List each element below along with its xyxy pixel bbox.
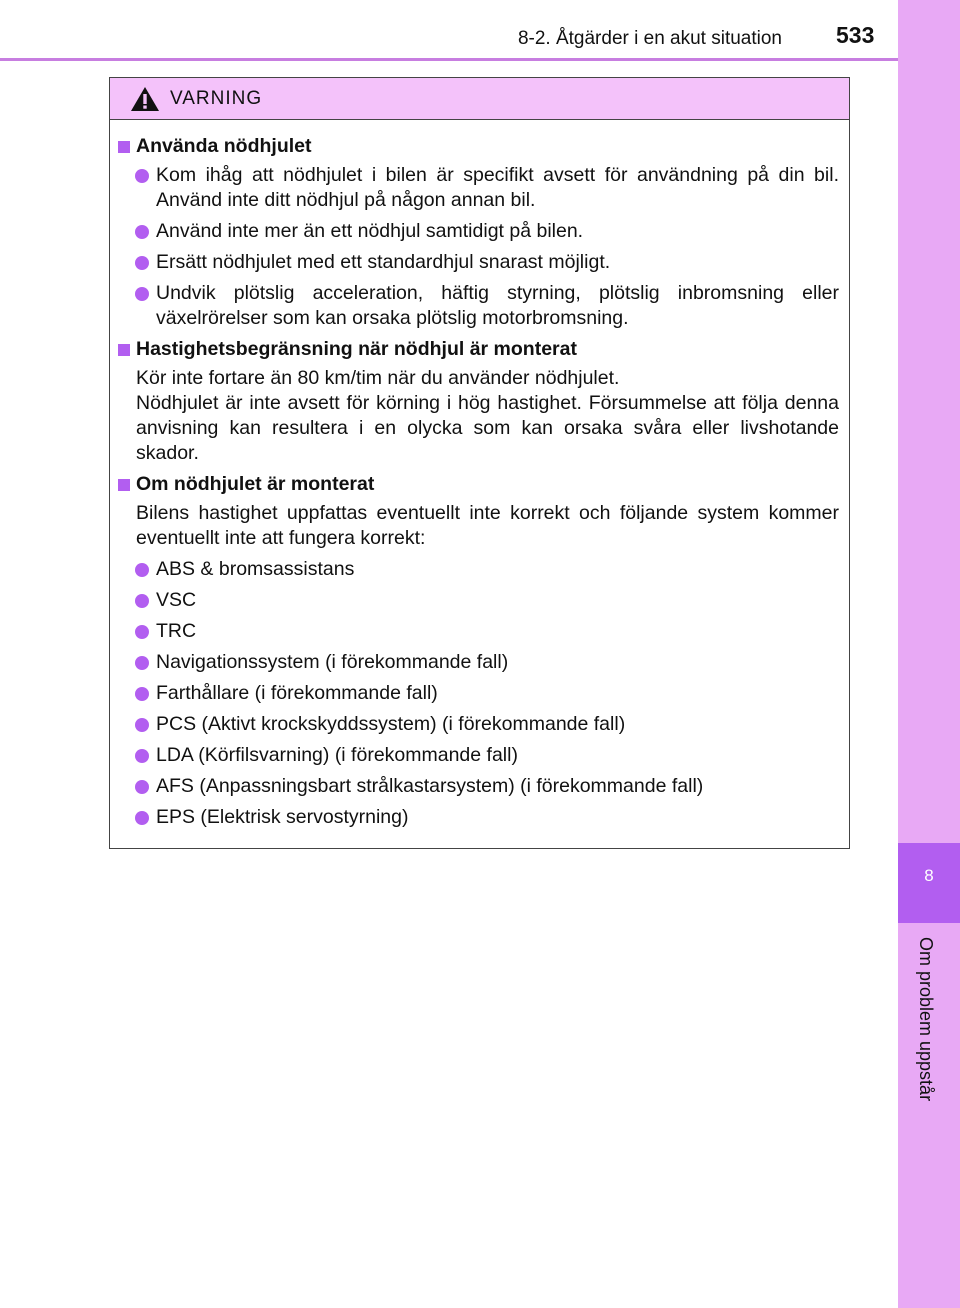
list-item: Ersätt nödhjulet med ett standardhjul snarast möjligt. bbox=[118, 250, 839, 275]
list-item: LDA (Körfilsvarning) (i förekommande fall) bbox=[118, 743, 839, 768]
round-bullet-icon bbox=[135, 287, 149, 301]
round-bullet-icon bbox=[135, 256, 149, 270]
section-heading: Om nödhjulet är monterat bbox=[118, 472, 839, 497]
list-item: EPS (Elektrisk servostyrning) bbox=[118, 805, 839, 830]
list-item: PCS (Aktivt krockskyddssystem) (i förekommande fall) bbox=[118, 712, 839, 737]
warning-box bbox=[109, 77, 850, 849]
round-bullet-icon bbox=[135, 563, 149, 577]
list-item: ABS & bromsassistans bbox=[118, 557, 839, 582]
running-header: 8-2. Åtgärder i en akut situation bbox=[517, 28, 782, 49]
list-item: VSC bbox=[118, 588, 839, 613]
header-divider bbox=[0, 58, 898, 61]
list-item: Kom ihåg att nödhjulet i bilen är specifikt avsett för användning på din bil. Använd inte ditt nödhjul på någon annan bil. bbox=[118, 163, 839, 213]
round-bullet-icon bbox=[135, 718, 149, 732]
chapter-number: 8 bbox=[924, 866, 934, 885]
chapter-sidebar bbox=[898, 0, 960, 1308]
list-item: Farthållare (i förekommande fall) bbox=[118, 681, 839, 706]
list-item: Använd inte mer än ett nödhjul samtidigt på bilen. bbox=[118, 219, 839, 244]
round-bullet-icon bbox=[135, 656, 149, 670]
list-item: TRC bbox=[118, 619, 839, 644]
warning-title: VARNING bbox=[170, 88, 263, 109]
round-bullet-icon bbox=[135, 811, 149, 825]
list-item: Undvik plötslig acceleration, häftig styrning, plötslig inbromsning eller växelrörelser som kan orsaka plötslig motorbromsning. bbox=[118, 281, 839, 331]
list-item: AFS (Anpassningsbart strålkastarsystem) (i förekommande fall) bbox=[118, 774, 839, 799]
square-bullet-icon bbox=[118, 344, 130, 356]
round-bullet-icon bbox=[135, 169, 149, 183]
round-bullet-icon bbox=[135, 687, 149, 701]
list-item: Navigationssystem (i förekommande fall) bbox=[118, 650, 839, 675]
paragraph: Kör inte fortare än 80 km/tim när du använder nödhjulet. Nödhjulet är inte avsett för körning i hög hastighet. Försummelse att följa denna anvisning kan resultera i en olycka som kan orsaka svåra eller livshotande skador. bbox=[136, 367, 839, 464]
page-number: 533 bbox=[836, 22, 875, 48]
warning-header bbox=[110, 78, 849, 120]
chapter-title: Om problem uppstår bbox=[916, 937, 936, 1102]
round-bullet-icon bbox=[135, 594, 149, 608]
paragraph: Bilens hastighet uppfattas eventuellt inte korrekt och följande system kommer eventuellt inte att fungera korrekt: bbox=[136, 502, 839, 549]
round-bullet-icon bbox=[135, 225, 149, 239]
round-bullet-icon bbox=[135, 625, 149, 639]
warning-body bbox=[110, 120, 849, 830]
round-bullet-icon bbox=[135, 780, 149, 794]
section-heading: Hastighetsbegränsning när nödhjul är monterat bbox=[118, 337, 839, 362]
round-bullet-icon bbox=[135, 749, 149, 763]
square-bullet-icon bbox=[118, 141, 130, 153]
section-heading: Använda nödhjulet bbox=[118, 134, 839, 159]
square-bullet-icon bbox=[118, 479, 130, 491]
warning-triangle-icon bbox=[130, 86, 160, 112]
